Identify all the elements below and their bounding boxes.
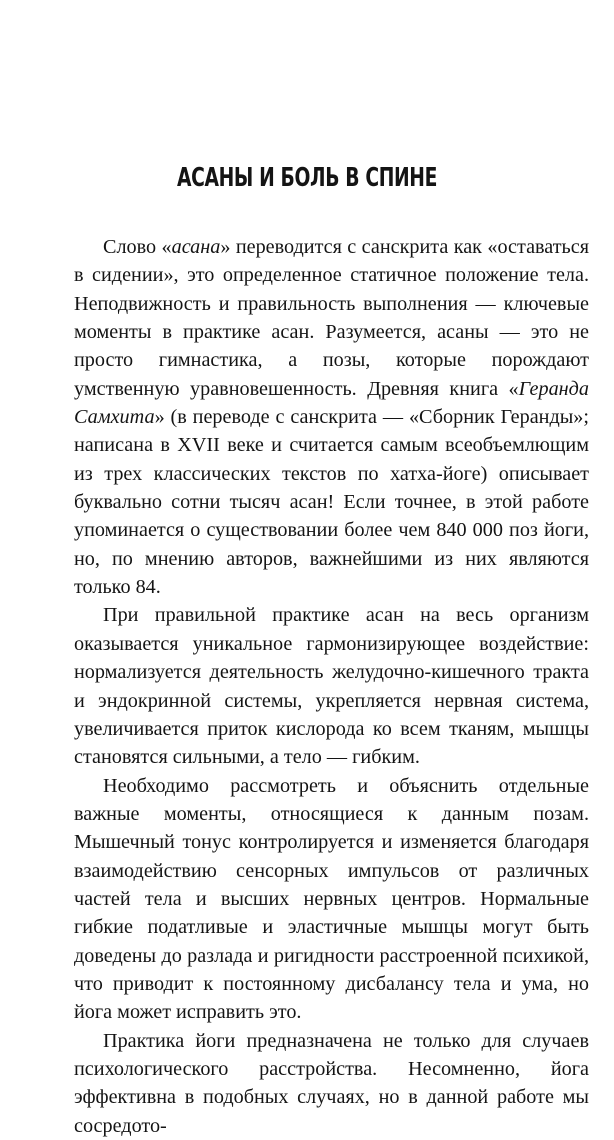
paragraph xyxy=(74,233,589,601)
italic-book-title: Геранда Самхита xyxy=(74,377,589,429)
chapter-title: АСАНЫ И БОЛЬ В СПИНЕ xyxy=(176,163,438,193)
italic-term-asana: асана xyxy=(171,236,221,258)
text-run: Слово « xyxy=(103,236,172,258)
body-text xyxy=(74,233,589,1140)
paragraph xyxy=(74,772,589,1027)
paragraph xyxy=(74,1027,589,1140)
text-run: При правильной практике асан на весь организм оказывается уникальное гармонизирующее воздействие: нормализуется деятельность желудочно-кишечного тракта и эндокринной системы, укрепляется нервная система, увеличивается приток кислорода ко всем тканям, мышцы становятся сильными, а тело — гибким. xyxy=(74,604,589,769)
paragraph xyxy=(74,601,589,771)
text-run: Практика йоги предназначена не только для случаев психологического расстройства. Несомненно, йога эффективна в подобных случаях, но в данной работе мы сосредото- xyxy=(74,1029,589,1137)
text-run: » переводится с санскрита как «оставаться в сидении», это определенное статичное положение тела. Неподвижность и правильность выполнения — ключевые моменты в практике асан. Разумеется, асаны — это не просто гимнастика, а позы, которые порождают умственную уравновешенность. Древняя книга « xyxy=(74,236,590,400)
text-run: Необходимо рассмотреть и объяснить отдельные важные моменты, относящиеся к данным позам. Мышечный тонус контролируется и изменяется благодаря взаимодействию сенсорных импульсов от различных частей тела и высших нервных центров. Нормальные гибкие податливые и эластичные мышцы могут быть доведены до разлада и ригидности расстроенной психикой, что приводит к постоянному дисбалансу тела и ума, но йога может исправить это. xyxy=(74,774,589,1024)
text-run: » (в переводе с санскрита — «Сборник Геранды»; написана в XVII веке и считается самым всеобъемлющим из трех классических текстов по хатха-йоге) описывает буквально сотни тысяч асан! Если точнее, в этой работе упоминается о существовании более чем 840 000 поз йоги, но, по мнению авторов, важнейшими из них являются только 84. xyxy=(74,406,589,599)
